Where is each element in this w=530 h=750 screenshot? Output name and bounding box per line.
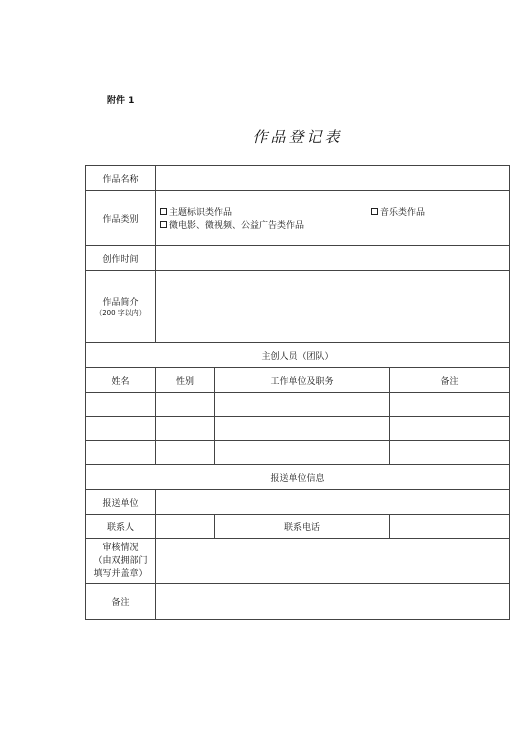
intro-note: （200 字以内）: [95, 309, 146, 317]
name-cell[interactable]: [86, 441, 156, 465]
col-unit-position: 工作单位及职务: [215, 368, 390, 393]
contact-field[interactable]: [156, 515, 215, 539]
intro-field[interactable]: [156, 271, 510, 343]
name-cell[interactable]: [86, 417, 156, 441]
phone-label: 联系电话: [215, 515, 390, 539]
created-time-label: 创作时间: [86, 246, 156, 271]
row-intro: [86, 271, 510, 343]
review-field[interactable]: [156, 539, 510, 584]
row-submitter-unit: [86, 490, 510, 515]
registration-form-table: [85, 165, 510, 620]
remarks-cell[interactable]: [390, 393, 510, 417]
row-created-time: [86, 246, 510, 271]
remarks-cell[interactable]: [390, 417, 510, 441]
option-film-video-ad[interactable]: 微电影、微视频、公益广告类作品: [160, 218, 304, 231]
table-row: [86, 441, 510, 465]
unit-cell[interactable]: [215, 417, 390, 441]
submitter-unit-field[interactable]: [156, 490, 510, 515]
row-contact: [86, 515, 510, 539]
checkbox-icon[interactable]: [160, 221, 167, 228]
unit-cell[interactable]: [215, 441, 390, 465]
table-row: [86, 417, 510, 441]
option-music[interactable]: 音乐类作品: [371, 205, 425, 218]
option-theme-logo[interactable]: 主题标识类作品: [160, 205, 232, 218]
remarks-cell[interactable]: [390, 441, 510, 465]
col-name: 姓名: [86, 368, 156, 393]
category-options: [156, 191, 510, 246]
attachment-label: 附件 1: [107, 96, 135, 106]
gender-cell[interactable]: [156, 417, 215, 441]
intro-label-cell: [86, 271, 156, 343]
page-title: 作品登记表: [252, 128, 343, 146]
phone-field[interactable]: [390, 515, 510, 539]
gender-cell[interactable]: [156, 393, 215, 417]
creators-header: 主创人员（团队）: [86, 343, 510, 368]
checkbox-icon[interactable]: [371, 208, 378, 215]
created-time-field[interactable]: [156, 246, 510, 271]
checkbox-icon[interactable]: [160, 208, 167, 215]
row-review: [86, 539, 510, 584]
col-remarks: 备注: [390, 368, 510, 393]
submitter-header: 报送单位信息: [86, 465, 510, 490]
row-category: [86, 191, 510, 246]
row-creators-columns: [86, 368, 510, 393]
table-row: [86, 393, 510, 417]
row-submitter-header: [86, 465, 510, 490]
work-name-label: 作品名称: [86, 166, 156, 191]
review-note-1: （由双拥部门: [93, 555, 148, 566]
row-creators-header: [86, 343, 510, 368]
contact-label: 联系人: [86, 515, 156, 539]
gender-cell[interactable]: [156, 441, 215, 465]
intro-label: 作品简介: [102, 298, 139, 308]
category-label: 作品类别: [86, 191, 156, 246]
submitter-unit-label: 报送单位: [86, 490, 156, 515]
remarks-label: 备注: [86, 584, 156, 620]
review-label-cell: [86, 539, 156, 584]
name-cell[interactable]: [86, 393, 156, 417]
unit-cell[interactable]: [215, 393, 390, 417]
row-remarks: [86, 584, 510, 620]
work-name-field[interactable]: [156, 166, 510, 191]
review-label: 审核情况: [102, 542, 139, 553]
row-work-name: [86, 166, 510, 191]
col-gender: 性别: [156, 368, 215, 393]
review-note-2: 填写并盖章）: [93, 568, 148, 579]
remarks-field[interactable]: [156, 584, 510, 620]
